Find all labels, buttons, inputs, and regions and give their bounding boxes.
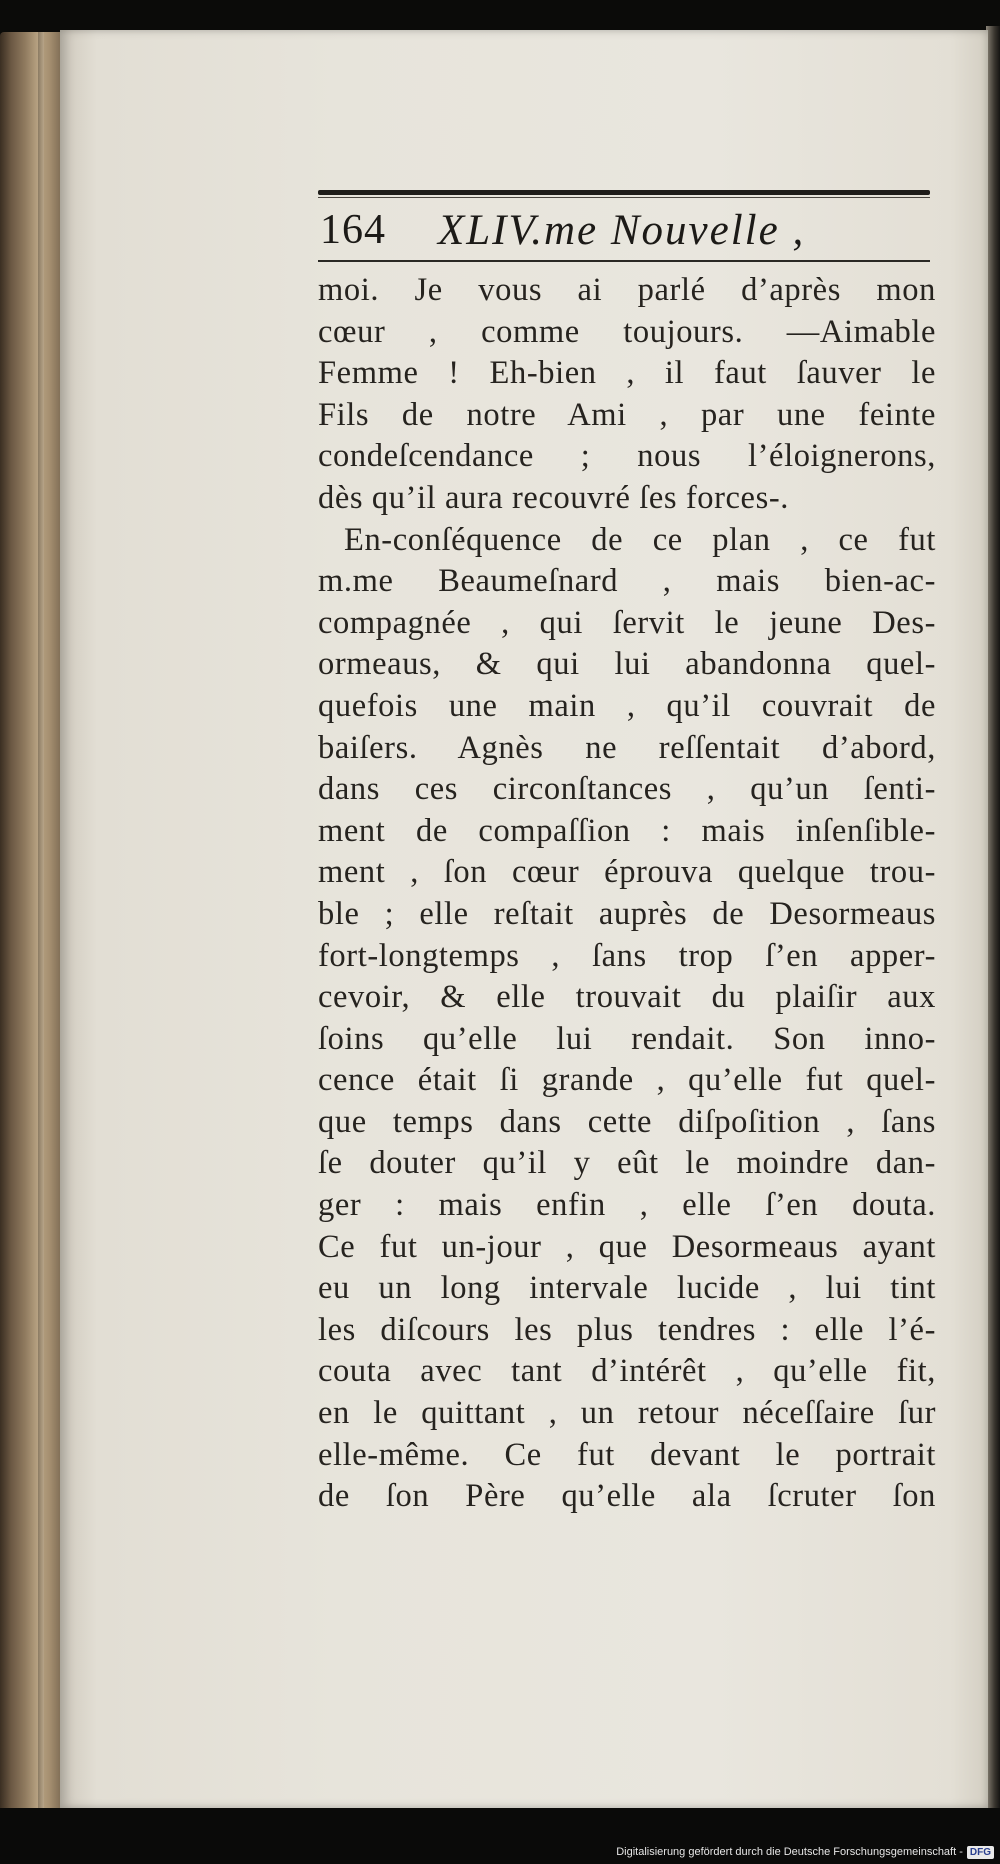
- text-line: moi. Je vous ai parlé d’après mon: [318, 272, 936, 308]
- text-line: Femme ! Eh-bien , il faut ſauver le: [318, 355, 936, 392]
- text-line: En-conſéquence de ce plan , ce fut: [344, 521, 936, 558]
- header-top-rule: [318, 190, 930, 195]
- text-line: ble ; elle reſtait auprès de Desormeaus: [318, 895, 936, 932]
- text-line: cœur , comme toujours. —Aimable: [318, 313, 936, 350]
- page-header: [318, 206, 930, 256]
- text-line: que temps dans cette diſpoſition , ſans: [318, 1103, 936, 1140]
- text-line: ment de compaſſion : mais inſenſible-: [318, 812, 936, 849]
- text-line: ſoins qu’elle lui rendait. Son inno-: [318, 1020, 936, 1057]
- credit-text: Digitalisierung gefördert durch die Deutsche Forschungsgemeinschaft -: [616, 1846, 963, 1858]
- text-line: de ſon Père qu’elle ala ſcruter ſon: [318, 1478, 936, 1515]
- text-line: condeſcendance ; nous l’éloignerons,: [318, 438, 936, 475]
- text-line: eu un long intervale lucide , lui tint: [318, 1270, 936, 1307]
- digitization-credit: [616, 1842, 994, 1862]
- text-line: fort-longtemps , ſans trop ſ’en apper-: [318, 937, 936, 974]
- text-line: en le quittant , un retour néceſſaire ſur: [318, 1395, 936, 1432]
- running-title: XLIV.me Nouvelle ,: [438, 207, 806, 254]
- text-line: couta avec tant d’intérêt , qu’elle fit,: [318, 1353, 936, 1390]
- text-line: cevoir, & elle trouvait du plaiſir aux: [318, 979, 936, 1016]
- page-number: 164: [320, 207, 386, 253]
- text-line: cence était ſi grande , qu’elle fut quel-: [318, 1062, 936, 1099]
- text-line: ſe douter qu’il y eût le moindre dan-: [318, 1145, 936, 1182]
- text-line: Ce fut un-jour , que Desormeaus ayant: [318, 1228, 936, 1265]
- text-line: compagnée , qui ſervit le jeune Des-: [318, 604, 936, 641]
- text-line: les diſcours les plus tendres : elle l’é-: [318, 1311, 936, 1348]
- text-line: ger : mais enfin , elle ſ’en douta.: [318, 1187, 936, 1224]
- book-spine: [0, 32, 62, 1824]
- text-line: ormeaus, & qui lui abandonna quel-: [318, 646, 936, 683]
- text-line: elle-même. Ce fut devant le portrait: [318, 1436, 936, 1473]
- text-line: dès qu’il aura recouvré ſes forces-.: [318, 479, 789, 516]
- text-line: baiſers. Agnès ne reſſentait d’abord,: [318, 729, 936, 766]
- page-edge: [986, 26, 1000, 1816]
- text-line: m.me Beaumeſnard , mais bien-ac-: [318, 563, 936, 600]
- body-text: [318, 270, 936, 1518]
- header-bottom-rule: [318, 260, 930, 262]
- dfg-logo: DFG: [967, 1846, 994, 1859]
- text-line: quefois une main , qu’il couvrait de: [318, 687, 936, 724]
- text-line: ment , ſon cœur éprouva quelque trou-: [318, 854, 936, 891]
- text-line: Fils de notre Ami , par une feinte: [318, 396, 936, 433]
- text-line: dans ces circonſtances , qu’un ſenti-: [318, 771, 936, 808]
